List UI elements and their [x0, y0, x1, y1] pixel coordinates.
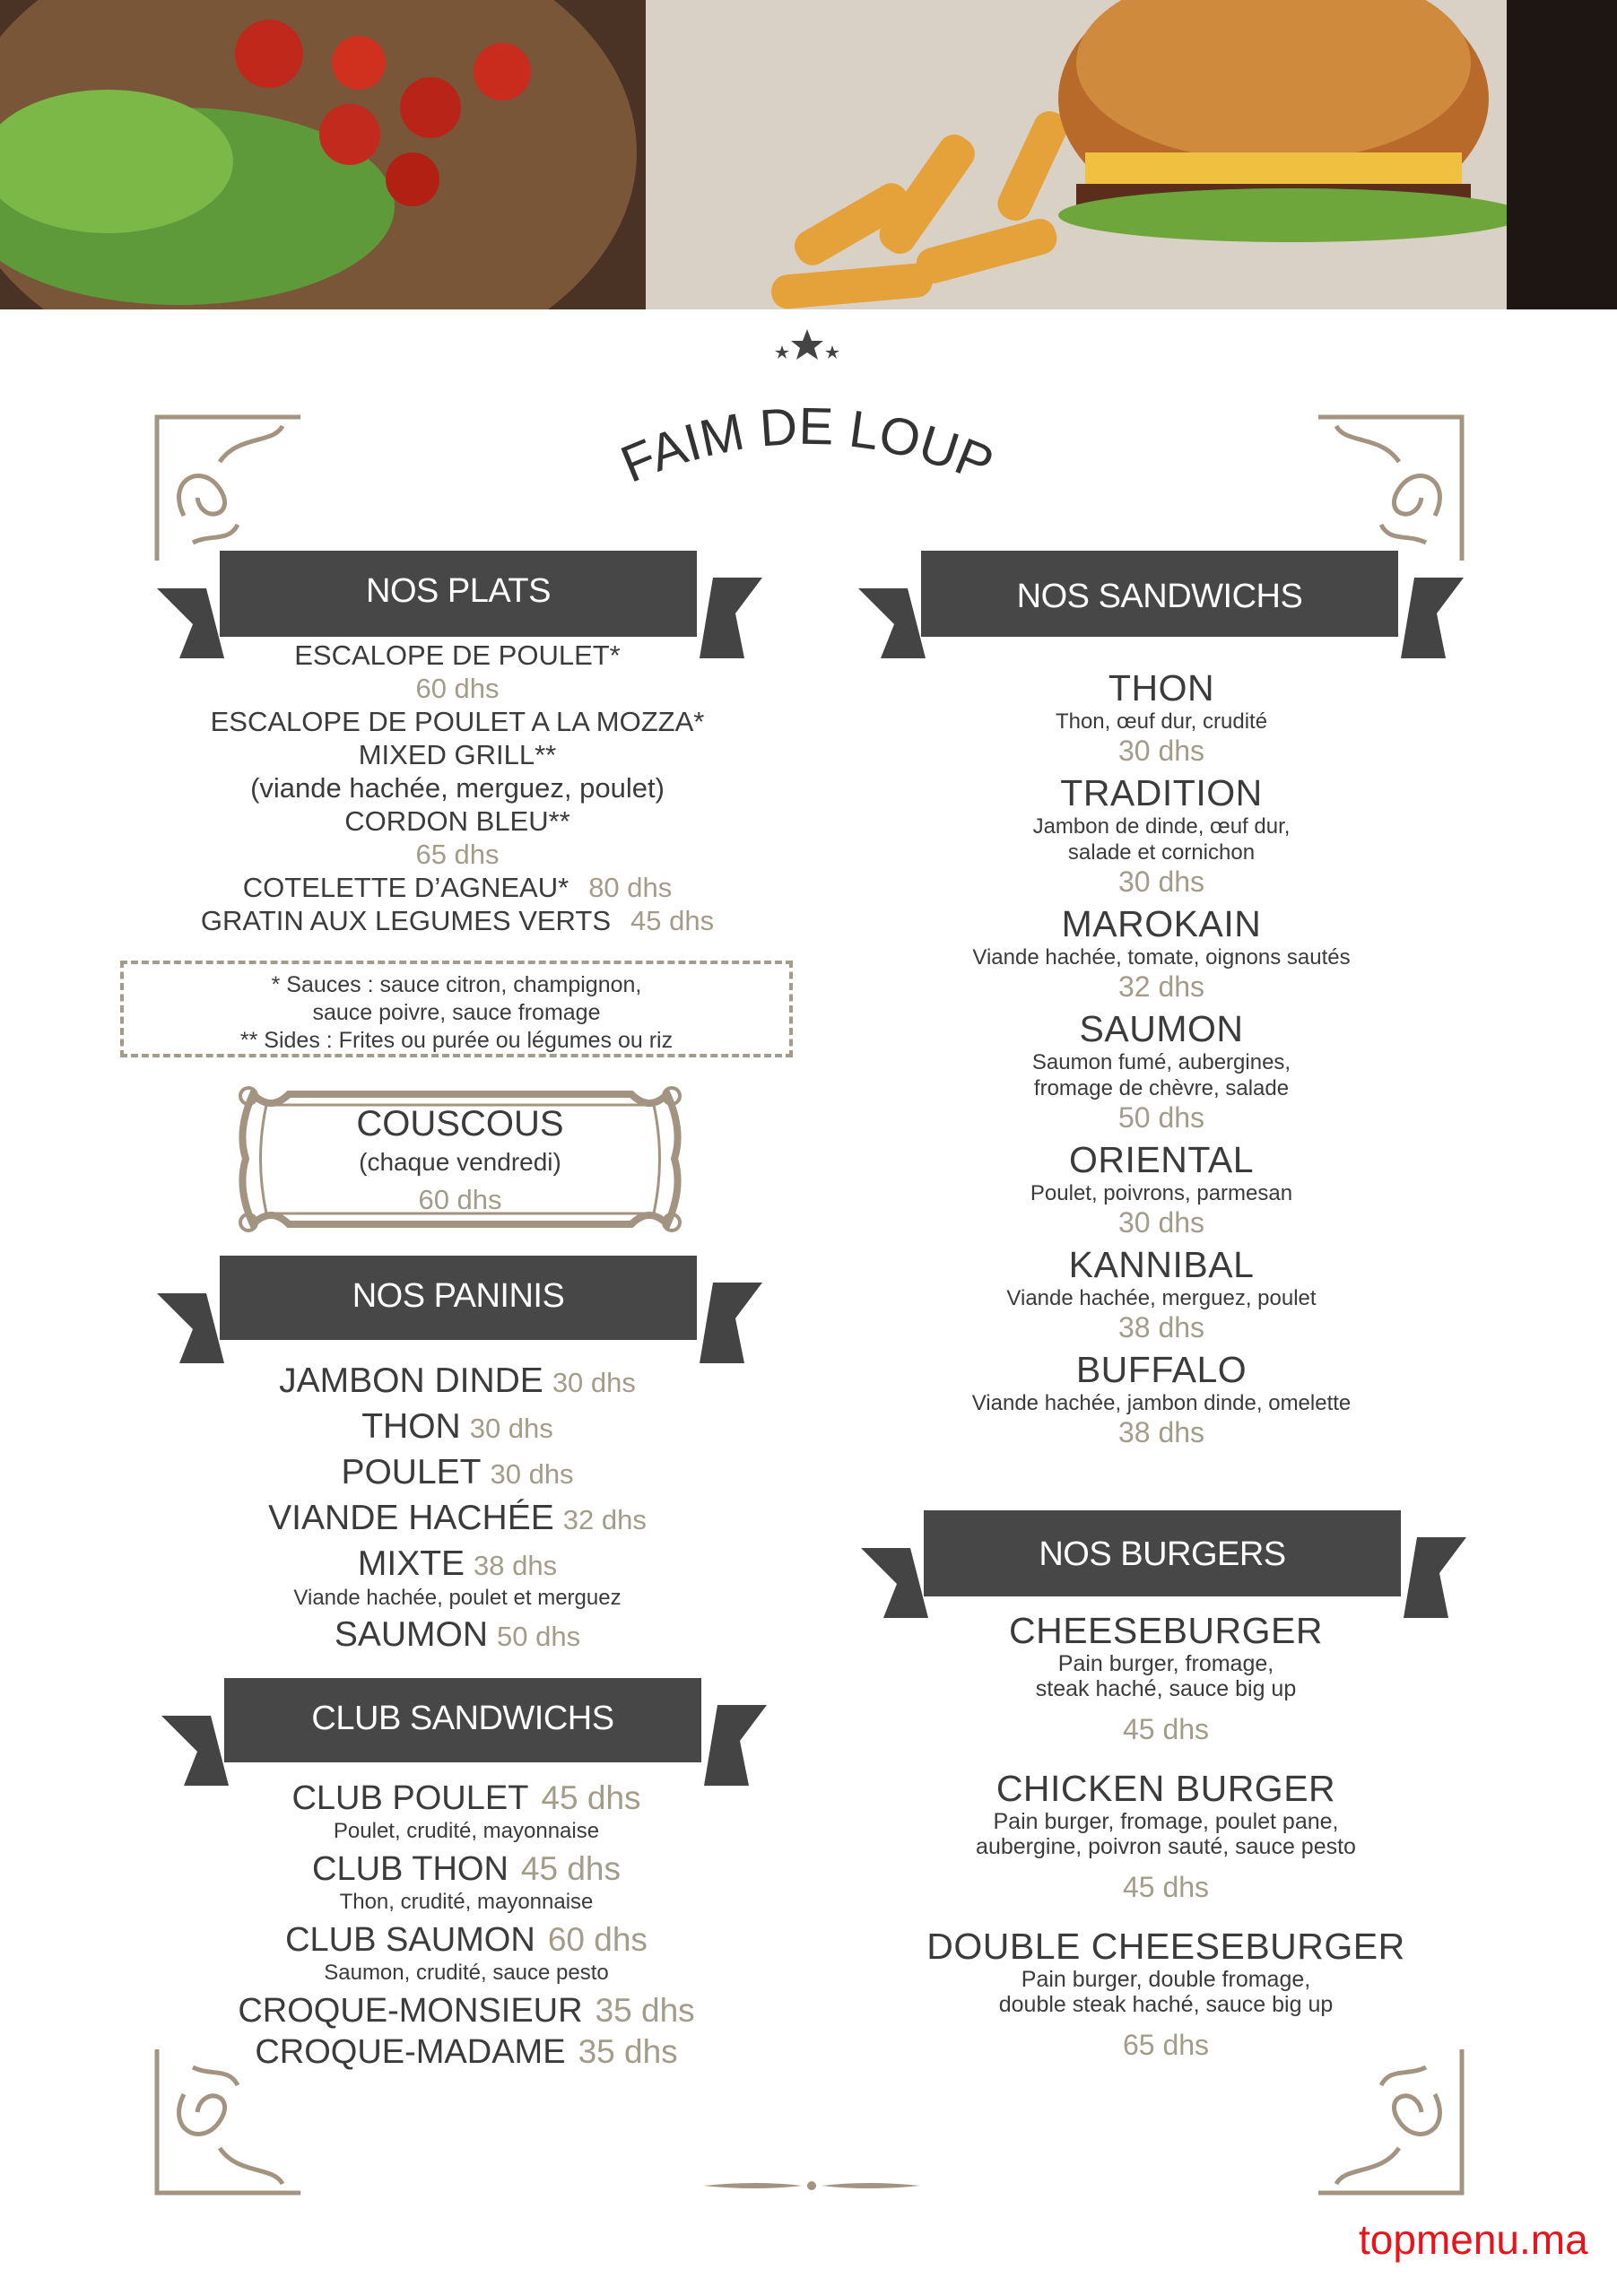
menu-item: [135, 1542, 780, 1587]
item-name: KANNIBAL: [1068, 1244, 1255, 1285]
item-name: BUFFALO: [1075, 1349, 1248, 1390]
watermark: topmenu.ma: [1359, 2216, 1588, 2263]
couscous-note: (chaque vendredi): [359, 1148, 561, 1176]
menu-item: [135, 1778, 798, 1819]
item-description: Thon, crudité, mayonnaise: [339, 1890, 594, 1914]
item-name: CROQUE-MONSIEUR: [238, 1992, 583, 2030]
section-heading: NOS PLATS: [366, 572, 551, 610]
corner-ornament-top-left: [148, 408, 309, 570]
item-price: 80 dhs: [588, 872, 673, 903]
item-price: 32 dhs: [1117, 970, 1205, 1003]
menu-item: [897, 1349, 1426, 1390]
svg-text:FAIM DE LOUP: [613, 397, 1001, 494]
item-price: 30 dhs: [469, 1413, 553, 1444]
sauces-sides-note: [120, 961, 793, 1057]
item-name: THON: [361, 1407, 461, 1446]
item-name: JAMBON DINDE: [279, 1361, 543, 1400]
menu-item: [135, 1405, 780, 1450]
item-name: ESCALOPE DE POULET A LA MOZZA*: [210, 706, 705, 737]
item-description: salade et cornichon: [1067, 840, 1256, 865]
menu-item: [135, 804, 780, 838]
item-name: CHICKEN BURGER: [995, 1768, 1336, 1809]
item-name: CLUB THON: [312, 1850, 509, 1888]
item-description: Saumon fumé, aubergines,: [1031, 1050, 1291, 1074]
item-price: 45 dhs: [1122, 1713, 1210, 1745]
item-price: 50 dhs: [497, 1621, 581, 1652]
section-heading: CLUB SANDWICHS: [311, 1700, 614, 1737]
paninis-list: [135, 1359, 780, 1658]
menu-item: [135, 1613, 780, 1658]
item-description: Jambon de dinde, œuf dur,: [1032, 814, 1291, 839]
item-description: Pain burger, fromage,: [1057, 1651, 1274, 1676]
section-heading: NOS PANINIS: [352, 1277, 565, 1315]
item-description: Thon, œuf dur, crudité: [1055, 709, 1268, 734]
sandwichs-list: [897, 667, 1426, 1454]
item-name: CORDON BLEU**: [344, 805, 570, 837]
item-description: Viande hachée, poulet et merguez: [293, 1586, 622, 1610]
food-photo-header: [0, 0, 1617, 309]
item-name: GRATIN AUX LEGUMES VERTS: [200, 905, 611, 936]
item-name: THON: [1108, 667, 1215, 709]
menu-item: [135, 1496, 780, 1542]
plats-list: [135, 639, 780, 937]
menu-item: [135, 1990, 798, 2031]
item-description: Viande hachée, tomate, oignons sautés: [972, 945, 1351, 970]
item-description: Pain burger, fromage, poulet pane,: [993, 1809, 1339, 1834]
item-price: 45 dhs: [630, 905, 715, 936]
item-name: SAUMON: [1079, 1008, 1244, 1049]
couscous-price: 60 dhs: [418, 1184, 502, 1215]
menu-item: [897, 1244, 1426, 1285]
item-description: aubergine, poivron sauté, sauce pesto: [976, 1834, 1356, 1859]
stars-ornament: [771, 327, 843, 363]
item-name: CHEESEBURGER: [1008, 1610, 1323, 1651]
item-name: DOUBLE CHEESEBURGER: [926, 1926, 1405, 1967]
bottom-divider-ornament: [703, 2175, 920, 2196]
menu-item: [897, 903, 1426, 944]
item-price: 38 dhs: [474, 1550, 558, 1581]
banner-nos-paninis: [152, 1256, 767, 1372]
couscous-name: COUSCOUS: [356, 1104, 564, 1144]
item-price: 45 dhs: [541, 1779, 641, 1816]
title-text: FAIM DE LOUP: [613, 396, 1002, 494]
item-price: 65 dhs: [415, 839, 500, 870]
couscous-frame: [217, 1076, 703, 1242]
note-sauces: * Sauces : sauce citron, champignon,: [271, 972, 642, 997]
item-price: 65 dhs: [1122, 2029, 1210, 2061]
item-price: 60 dhs: [547, 1921, 648, 1958]
menu-item: [135, 1450, 780, 1496]
menu-item: [897, 667, 1426, 709]
menu-item: [135, 705, 780, 738]
banner-nos-sandwichs: [854, 551, 1468, 667]
item-description: Saumon, crudité, sauce pesto: [324, 1961, 609, 1985]
item-name: ESCALOPE DE POULET*: [294, 639, 621, 671]
item-description: fromage de chèvre, salade: [1033, 1076, 1290, 1100]
menu-item: [135, 871, 780, 904]
item-price: 30 dhs: [552, 1367, 636, 1398]
restaurant-title: [574, 386, 1040, 511]
menu-item: [135, 771, 780, 804]
item-name: COTELETTE D’AGNEAU*: [242, 872, 569, 903]
item-name: VIANDE HACHÉE: [268, 1499, 554, 1537]
menu-item: [897, 1008, 1426, 1049]
menu-item: [135, 1359, 780, 1405]
item-description: Poulet, crudité, mayonnaise: [333, 1819, 600, 1843]
item-name: POULET: [341, 1453, 482, 1492]
item-description: Viande hachée, jambon dinde, omelette: [971, 1391, 1352, 1415]
menu-item: [135, 639, 780, 672]
food-photo-illustration: [0, 0, 1617, 309]
menu-item: [897, 772, 1426, 813]
item-name: MIXTE: [357, 1544, 465, 1583]
note-sauces-cont: sauce poivre, sauce fromage: [312, 1000, 601, 1025]
item-price: 38 dhs: [1117, 1416, 1205, 1448]
menu-item: [135, 1848, 798, 1890]
menu-item: [135, 904, 780, 937]
menu-item: [897, 1139, 1426, 1180]
item-price: 60 dhs: [415, 673, 500, 704]
corner-ornament-top-right: [1309, 408, 1471, 570]
item-name: TRADITION: [1060, 772, 1263, 813]
item-price: 38 dhs: [1117, 1311, 1205, 1344]
item-price: 50 dhs: [1117, 1101, 1205, 1134]
item-price: 30 dhs: [490, 1458, 574, 1490]
item-name: MAROKAIN: [1061, 903, 1262, 944]
item-description: Pain burger, double fromage,: [1021, 1967, 1311, 1992]
menu-item: [897, 1768, 1435, 1809]
item-name: CLUB POULET: [291, 1779, 529, 1817]
item-description: double steak haché, sauce big up: [998, 1992, 1334, 2017]
menu-item: [135, 738, 780, 771]
item-price: 35 dhs: [578, 2033, 678, 2070]
item-name: CROQUE-MADAME: [255, 2033, 566, 2071]
item-name: SAUMON: [334, 1615, 489, 1654]
item-description: steak haché, sauce big up: [1035, 1676, 1297, 1701]
club-sandwichs-list: [135, 1778, 798, 2073]
item-name: (viande hachée, merguez, poulet): [250, 772, 665, 804]
menu-item: [897, 1926, 1435, 1967]
item-name: MIXED GRILL**: [358, 739, 557, 770]
item-price: 32 dhs: [562, 1504, 647, 1535]
item-price: 30 dhs: [1117, 865, 1205, 898]
item-price: 30 dhs: [1117, 1206, 1205, 1239]
item-name: CLUB SAUMON: [285, 1921, 535, 1959]
note-sides: ** Sides : Frites ou purée ou légumes ou riz: [239, 1028, 674, 1053]
item-price: 45 dhs: [1122, 1871, 1210, 1903]
section-heading: NOS SANDWICHS: [1016, 578, 1303, 615]
item-price: 30 dhs: [1117, 735, 1205, 767]
menu-item: [897, 1610, 1435, 1651]
item-description: Viande hachée, merguez, poulet: [1006, 1286, 1317, 1310]
section-heading: NOS BURGERS: [1039, 1535, 1286, 1573]
burgers-list: [897, 1610, 1435, 2083]
item-price: 45 dhs: [520, 1850, 621, 1887]
menu-item: [135, 2031, 798, 2073]
item-name: ORIENTAL: [1069, 1139, 1254, 1180]
item-description: Poulet, poivrons, parmesan: [1030, 1181, 1293, 1205]
item-price: 35 dhs: [595, 1992, 695, 2029]
menu-item: [135, 1919, 798, 1961]
